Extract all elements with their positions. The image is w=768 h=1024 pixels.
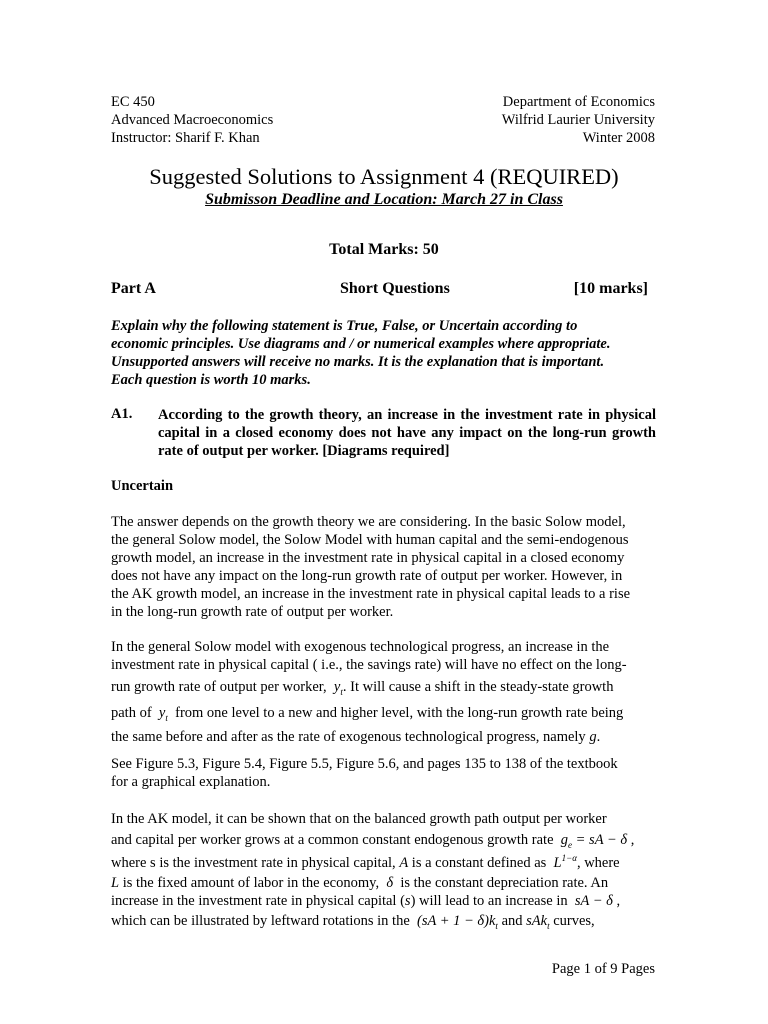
paragraph-line: and capital per worker grows at a common constant endogenous growth rate $g_e$ = sA − δ , [111,832,635,850]
math-y-t: $y_t$ [158,705,168,723]
paragraph-line: the same before and after as the rate of exogenous technological progress, namely g. [111,729,601,745]
university: Wilfrid Laurier University [501,112,655,128]
department-info [502,93,655,147]
question-text: According to the growth theory, an increase in the investment rate in physical capital in a closed economy does not have any impact on the long-run growth rate of output per worker. [Diagrams required] [158,407,656,459]
paragraph-line: See Figure 5.3, Figure 5.4, Figure 5.5, Figure 5.6, and pages 135 to 138 of the textbook [111,756,618,772]
paragraph-line: in the long-run growth rate of output per worker. [111,604,394,620]
paragraph-line: where s is the investment rate in physical capital, A is a constant defined as $L^{1-\alpha}$, where [111,853,620,871]
math-sa-minus-delta: sA − δ [574,893,613,909]
answer-paragraph-4 [111,810,661,932]
instruction-line: Each question is worth 10 marks. [111,372,311,388]
math-y-t: $y_t$ [333,679,343,697]
part-marks: [10 marks] [573,280,648,297]
paragraph-line: In the AK model, it can be shown that on the balanced growth path output per worker [111,811,607,827]
paragraph-line: the AK growth model, an increase in the investment rate in physical capital leads to a rise [111,586,631,602]
answer-paragraph-3 [111,755,661,791]
course-name: Advanced Macroeconomics [111,112,274,128]
paragraph-line: does not have any impact on the long-run growth rate of output per worker. However, in [111,568,623,584]
department: Department of Economics [502,94,655,110]
math-l-power: $L^{1-\alpha}$ [553,853,577,871]
paragraph-line: In the general Solow model with exogenous technological progress, an increase in the [111,639,610,655]
course-info [111,93,273,147]
question-number: A1. [111,406,133,422]
paragraph-line: increase in the investment rate in physical capital (s) will lead to an increase in sA − δ , [111,893,621,909]
paragraph-line: path of $y_t$ from one level to a new and higher level, with the long-run growth rate being [111,705,624,723]
paragraph-line: L is the fixed amount of labor in the economy, δ is the constant depreciation rate. An [111,875,609,891]
part-label: Part A [111,280,156,297]
instructor: Instructor: Sharif F. Khan [111,130,260,146]
paragraph-line: which can be illustrated by leftward rotations in the $(sA + 1 - \delta)k_t$ and sAk$_t$ curves, [111,913,595,931]
answer-paragraph-1 [111,513,661,621]
math-curve-1: $(sA + 1 - \delta)k_t$ [417,913,498,931]
document-title: Suggested Solutions to Assignment 4 (REQUIRED) [149,164,619,189]
paragraph-line: The answer depends on the growth theory we are considering. In the basic Solow model, [111,514,626,530]
instruction-line: Unsupported answers will receive no marks. It is the explanation that is important. [111,354,605,370]
part-name: Short Questions [340,280,450,297]
paragraph-line: investment rate in physical capital ( i.e., the savings rate) will have no effect on the long- [111,657,627,673]
math-g: g [589,729,597,745]
course-code: EC 450 [111,94,155,110]
math-growth-rate: $g_e$ = sA − δ [560,832,628,850]
instructions [111,317,656,389]
math-delta: δ [386,875,394,891]
paragraph-line: growth model, an increase in the investment rate in physical capital in a closed economy [111,550,625,566]
paragraph-line: for a graphical explanation. [111,774,271,790]
instruction-line: Explain why the following statement is True, False, or Uncertain according to [111,318,578,334]
total-marks: Total Marks: 50 [329,241,439,258]
page-number: Page 1 of 9 Pages [551,961,655,977]
math-curve-2: sAk$_t$ [526,913,550,931]
answer-paragraph-2 [111,638,661,749]
submission-deadline: Submisson Deadline and Location: March 27 in Class [205,191,563,208]
paragraph-line: the general Solow model, the Solow Model with human capital and the semi-endogenous [111,532,629,548]
paragraph-line: run growth rate of output per worker, $y_t$. It will cause a shift in the steady-state growth [111,679,614,697]
term: Winter 2008 [582,130,655,146]
answer-label: Uncertain [111,478,174,494]
instruction-line: economic principles. Use diagrams and / or numerical examples where appropriate. [111,336,611,352]
